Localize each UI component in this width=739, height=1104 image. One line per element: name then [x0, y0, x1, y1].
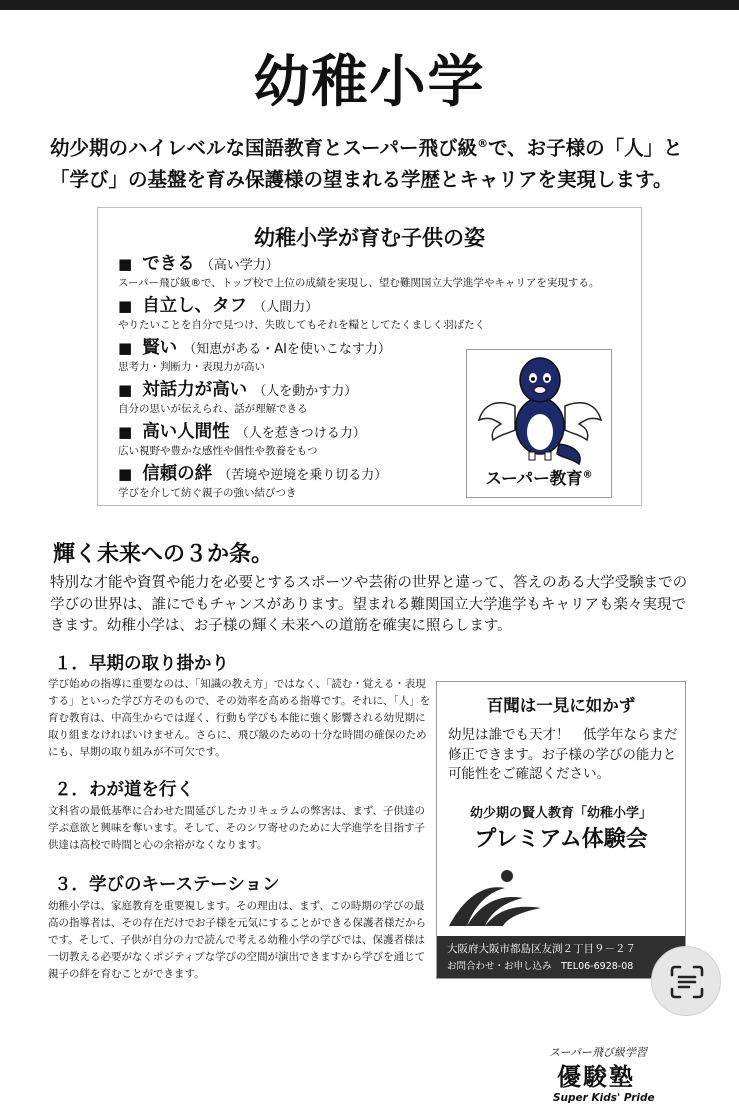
- registered-mark: ®: [582, 469, 593, 481]
- top-bar: [0, 0, 739, 10]
- trait-item: [118, 250, 638, 291]
- trait-sub: （人間力）: [253, 300, 319, 315]
- promo-event-title: プレミアム体験会: [474, 827, 648, 852]
- bullet-square-icon: ■: [118, 381, 133, 399]
- point-title: ２．わが道を行く: [54, 780, 194, 800]
- point-title: ３．学びのキーステーション: [54, 875, 280, 895]
- trait-name: 信頼の絆: [142, 464, 213, 484]
- bullet-square-icon: ■: [118, 339, 133, 357]
- trait-sub: （人を動かす力）: [253, 384, 358, 399]
- trait-desc: 思考力・判断力・表現力が高い: [118, 361, 265, 373]
- scan-text-icon: [669, 964, 705, 1000]
- promo-title: 百聞は一見に如かず: [486, 696, 636, 715]
- trait-desc: やりたいことを自分で見つけ、失敗してもそれを糧としてたくましく羽ばたく: [118, 319, 486, 331]
- page-title: 幼稚小学: [253, 50, 486, 115]
- contact-info: お問合わせ・お申し込み TEL06-6928-08: [447, 961, 634, 972]
- trait-name: できる: [142, 254, 195, 274]
- section-heading: 輝く未来への３か条。: [53, 542, 274, 567]
- intro-line-1: [50, 128, 710, 164]
- mascot-label-text: スーパー教育: [485, 469, 583, 488]
- bullet-square-icon: ■: [118, 255, 133, 273]
- point-title: １．早期の取り掛かり: [54, 654, 229, 674]
- logo-english: Super Kids' Pride: [553, 1092, 655, 1104]
- mascot-label: [467, 465, 611, 489]
- trait-desc: 自分の思いが伝えられ、話が理解できる: [118, 403, 308, 415]
- bullet-square-icon: ■: [118, 297, 133, 315]
- intro-line-2: 「学び」の基盤を育み保護様の望まれる学歴とキャリアを実現します。: [50, 167, 673, 191]
- trait-sub: （人を惹きつける力）: [235, 426, 366, 441]
- registered-mark: ®: [477, 137, 489, 150]
- logo-name: 優駿塾: [557, 1063, 635, 1091]
- trait-name: 自立し、タフ: [142, 296, 248, 316]
- promo-footer: [437, 936, 685, 978]
- bullet-square-icon: ■: [118, 423, 133, 441]
- point-body: 幼稚小学は、家庭教育を重要視します。その理由は、まず、この時期の学びの最高の指導者は、その存在だけでお子様を元気にすることができる保護者様だからです。そして、子供が自分の力で読んで考える幼稚小学の学びでは、保護者様は一切教える必要がなくポジティブな学びの空間が演出できますから学びを通じて親子の絆を育むことができます。: [48, 900, 426, 980]
- trait-name: 対話力が高い: [142, 380, 248, 400]
- trait-desc: スーパー飛び級®で、トップ校で上位の成績を実現し、望む難関国立大学進学やキャリアを実現する。: [118, 277, 600, 289]
- logo-swoosh-icon: [445, 866, 545, 932]
- logo-tagline: スーパー飛び級学習: [549, 1046, 647, 1059]
- promo-text: 幼児は誰でも天才！ 低学年ならまだ修正できます。お子様の学びの能力と可能性をご確認ください。: [448, 727, 678, 782]
- trait-desc: 広い視野や豊かな感性や個性や教養をもつ: [118, 445, 318, 457]
- section-body: 特別な才能や資質や能力を必要とするスポーツや芸術の世界と違って、答えのある大学受験までの学びの世界は、誰にでもチャンスがあります。望まれる難関国立大学進学もキャリアも楽々実現できます。幼稚小学は、お子様の輝く未来への道筋を確実に照らします。: [50, 575, 688, 634]
- trait-sub: （苦境や逆境を乗り切る力）: [218, 468, 388, 483]
- kids-box-title: 幼稚小学が育む子供の姿: [254, 226, 485, 250]
- trait-sub: （高い学力）: [200, 258, 279, 273]
- trait-sub: （知恵がある・AIを使いこなす力）: [183, 342, 391, 357]
- promo-box: [436, 681, 686, 1104]
- text-scan-button[interactable]: [651, 946, 721, 1016]
- trait-desc: 学びを介して紡ぐ親子の強い結びつき: [118, 487, 297, 499]
- magpie-mascot-icon: [475, 354, 605, 466]
- promo-subtitle: 幼少期の賢人教育「幼稚小学」: [469, 806, 652, 821]
- trait-name: 賢い: [142, 338, 178, 358]
- address: 大阪府大阪市都島区友渕２丁目９－２７: [447, 943, 636, 955]
- intro-line-1a: 幼少期のハイレベルな国語教育とスーパー飛び級: [50, 136, 478, 160]
- mascot-card: [466, 349, 612, 498]
- intro-text: [50, 128, 710, 195]
- intro-line-1b: で、お子様の「人」と: [488, 136, 683, 160]
- bullet-square-icon: ■: [118, 465, 133, 483]
- trait-item: [118, 292, 638, 333]
- point-body: 文科省の最低基準に合わせた間延びしたカリキュラムの弊害は、まず、子供達の学ぶ意欲と興味を奪います。そして、そのシワ寄せのために大学進学を目指す子供達は高校で時間と心の余裕がなくなります。: [48, 805, 426, 851]
- trait-name: 高い人間性: [142, 422, 230, 442]
- point-body: 学び始めの指導に重要なのは、「知識の教え方」ではなく、「読む・覚える・表現する」といった学び方そのもので、その効率を高める指導です。それに、「人」を育む教育は、中高生からでは遅く、行動も学びも本能に強く影響される幼児期に取り組まなければいけません。さらに、飛び級のための十分な時間の確保のためにも、早期の取り組みが不可欠です。: [48, 678, 431, 758]
